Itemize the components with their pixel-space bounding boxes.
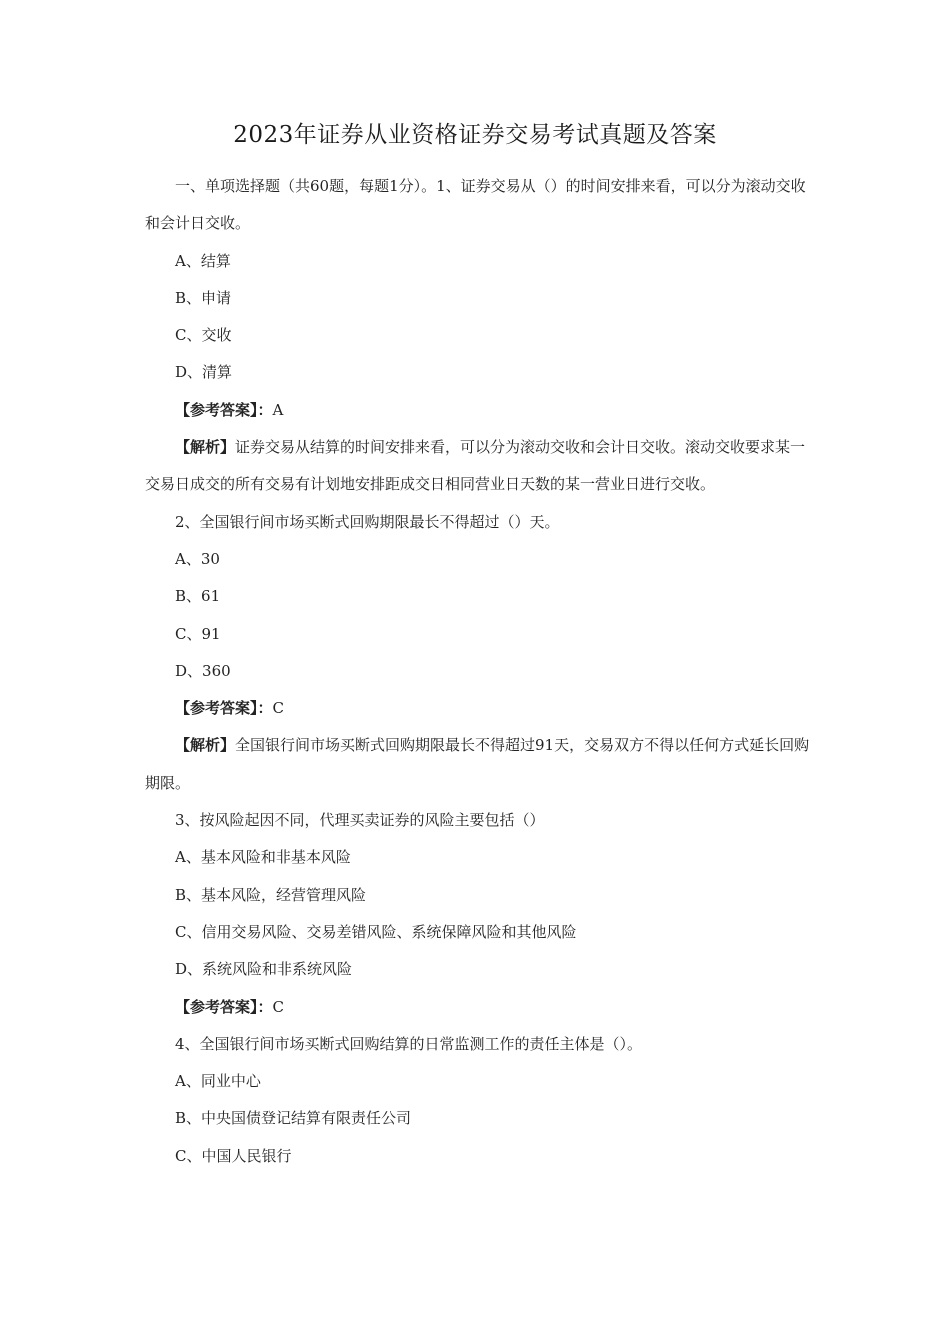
- paragraph-tag: 【参考答案】：: [175, 997, 273, 1016]
- document-title: 2023年证券从业资格证券交易考试真题及答案: [233, 122, 717, 148]
- paragraph-text: D、清算: [175, 363, 233, 382]
- paragraph-text: B、61: [175, 587, 221, 606]
- paragraph: [145, 168, 815, 243]
- paragraph-text: B、基本风险，经营管理风险: [175, 885, 367, 904]
- paragraph-text: 一、单项选择题（共60题，每题1分）。1、证券交易从（）的时间安排来看，可以分为滚动交收和会计日交收。: [145, 177, 806, 233]
- paragraph-text: A: [272, 400, 284, 419]
- paragraph: [145, 727, 815, 802]
- paragraph-text: C、交收: [175, 326, 232, 345]
- paragraph: [145, 616, 815, 653]
- paragraph: [145, 578, 815, 615]
- paragraph-text: A、同业中心: [175, 1072, 261, 1091]
- paragraph: [145, 392, 815, 429]
- paragraph: [145, 243, 815, 280]
- paragraph-text: B、中央国债登记结算有限责任公司: [175, 1109, 412, 1128]
- paragraph-text: C、91: [175, 624, 221, 643]
- paragraph: [145, 839, 815, 876]
- paragraph-text: 2、全国银行间市场买断式回购期限最长不得超过（）天。: [175, 512, 560, 531]
- paragraph-text: A、30: [175, 549, 220, 568]
- paragraph: [145, 354, 815, 391]
- paragraph: [145, 541, 815, 578]
- paragraph-text: A、基本风险和非基本风险: [175, 848, 351, 867]
- paragraph: [145, 802, 815, 839]
- paragraph-text: D、系统风险和非系统风险: [175, 960, 353, 979]
- paragraph: [145, 653, 815, 690]
- paragraph: [145, 280, 815, 317]
- paragraph: [145, 1138, 815, 1175]
- paragraph: [145, 1100, 815, 1137]
- paragraph: [145, 914, 815, 951]
- paragraph-text: C: [272, 699, 284, 718]
- paragraph-tag: 【解析】: [175, 736, 236, 755]
- paragraph-text: B、申请: [175, 288, 232, 307]
- paragraph: [145, 951, 815, 988]
- paragraph-text: 4、全国银行间市场买断式回购结算的日常监测工作的责任主体是（）。: [175, 1034, 643, 1053]
- paragraph: [145, 317, 815, 354]
- document-body: [145, 168, 815, 1175]
- paragraph-text: C、中国人民银行: [175, 1146, 292, 1165]
- paragraph: [145, 877, 815, 914]
- paragraph-text: A、结算: [175, 251, 231, 270]
- paragraph-tag: 【参考答案】：: [175, 699, 273, 718]
- paragraph: [145, 989, 815, 1026]
- paragraph: [145, 690, 815, 727]
- paragraph: [145, 1026, 815, 1063]
- paragraph-tag: 【解析】: [175, 438, 236, 457]
- paragraph: [145, 1063, 815, 1100]
- paragraph-text: 全国银行间市场买断式回购期限最长不得超过91天，交易双方不得以任何方式延长回购期限。: [145, 736, 810, 792]
- paragraph-tag: 【参考答案】：: [175, 400, 273, 419]
- paragraph-text: D、360: [175, 661, 231, 680]
- paragraph: [145, 429, 815, 504]
- paragraph-text: C: [272, 997, 284, 1016]
- paragraph-text: 证券交易从结算的时间安排来看，可以分为滚动交收和会计日交收。滚动交收要求某一交易日成交的所有交易有计划地安排距成交日相同营业日天数的某一营业日进行交收。: [145, 438, 806, 494]
- paragraph: [145, 504, 815, 541]
- paragraph-text: 3、按风险起因不同，代理买卖证券的风险主要包括（）: [175, 811, 545, 830]
- paragraph-text: C、信用交易风险、交易差错风险、系统保障风险和其他风险: [175, 922, 577, 941]
